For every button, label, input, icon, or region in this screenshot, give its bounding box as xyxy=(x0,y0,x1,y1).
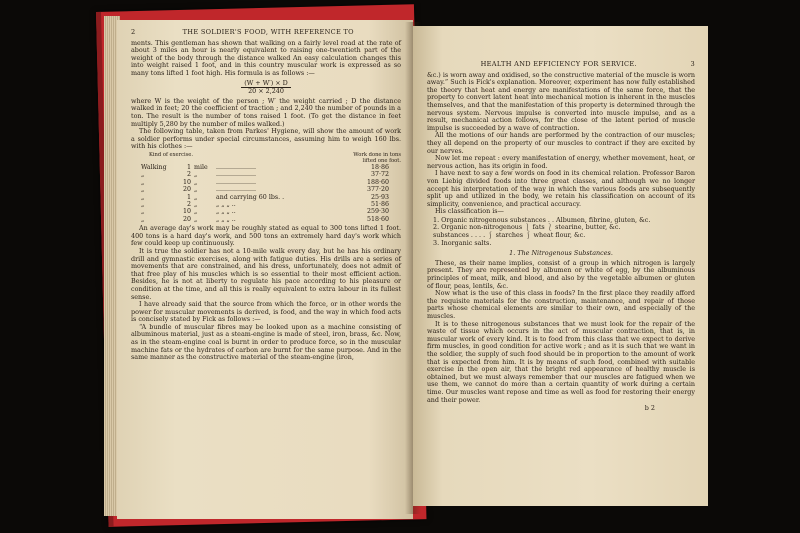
paragraph: It is to these nitrogenous substances that we must look for the repair of the waste of tissue which occurs in the act of muscular contraction, that is, in muscular work of every kind. It is to food from this class that we expect to derive firm muscles, in good condition for active work ; and as it is such that we want in the soldier, the supply of such food should be in proportion to the amount of work that is expected from him. It is by means of such food, combined with suitable exercise in the open air, that the bright red appearance of healthy muscle is obtained, but we must always remember that our muscles are fatigued when we use them, we cannot do more than a certain quantity of work during a certain time. Our muscles want repose and time as well as food for restoring their energy and their power. xyxy=(427,319,695,404)
table-cell-kind: „ xyxy=(141,215,145,223)
table-cell-extra: and carrying 60 lbs. . xyxy=(216,193,285,201)
paragraph: Now let me repeat : every manifestation of energy, whether movement, heat, or nervous action, has its origin in food. xyxy=(427,154,695,170)
left-running-head xyxy=(131,29,401,37)
right-page-number: 3 xyxy=(690,60,695,68)
table-cell-kind: „ xyxy=(141,186,145,194)
classification-item: 2. Organic non-nitrogenous ⎱ fats ⎱ stearine, butter, &c. xyxy=(433,223,621,232)
paragraph: It is true the soldier has not a 10-mile walk every day, but he has his ordinary drill and gymnastic exercises, along with fatigue duties. His drills are a series of movements that are constrained, and his dress, unfortunately, does not admit of that free play of his muscles which is so essential to their most efficient action. Besides, he is not at liberty to regulate his pace according to his pleasure or condition at the time, and all this is really equivalent to extra labour in its fullest sense. xyxy=(131,246,401,301)
table-cell-kind: „ xyxy=(141,193,145,201)
paragraph: I have already said that the source from which the force, or in other words the power for muscular movements is derived, is food, and the way in which food acts is concisely stated by Fick as follows :— xyxy=(131,300,401,324)
paragraph: His classification is— xyxy=(435,207,504,216)
paragraph: All the motions of our hands are performed by the contraction of our muscles; they all depend on the property of our muscles to contract if they are excited by our nerves. xyxy=(427,131,695,155)
table-cell-kind: „ xyxy=(141,178,145,186)
table-row xyxy=(131,216,401,223)
section-subheading: 1. The Nitrogenous Substances. xyxy=(509,249,613,258)
table-cell-extra: .................... xyxy=(216,186,257,194)
right-head-title: HEALTH AND EFFICIENCY FOR SERVICE. xyxy=(480,60,637,68)
table-cell-value: 18·86 xyxy=(370,163,389,171)
table-cell-value: 259·30 xyxy=(366,208,389,216)
table-cell-dist: 2 xyxy=(186,200,191,208)
table-cell-value: 518·60 xyxy=(366,215,389,223)
table-cell-dist: 2 xyxy=(186,171,191,179)
left-page-number: 2 xyxy=(131,28,136,36)
table-cell-value: 25·93 xyxy=(370,193,389,201)
table-cell-unit: „ xyxy=(194,208,198,216)
table-cell-value: 51·86 xyxy=(370,200,389,208)
paragraph: I have next to say a few words on food in its chemical relation. Professor Baron von Liebig divided foods into three great classes, and although we no longer accept his interpretation of the way in which the various foods are subsequently split up and utilized in the body, we retain his classification on account of its simplicity, convenience, and practical accuracy. xyxy=(427,169,695,208)
table-header-kind: Kind of exercise. xyxy=(149,151,194,158)
right-page xyxy=(413,26,708,506)
paragraph: “A bundle of muscular fibres may be looked upon as a machine consisting of albuminous material, just as a steam-engine is made of steel, iron, brass, &c. Now, as in the steam-engine coal is burnt in order to produce force, so in the muscular machine fats or the hydrates of carbon are burnt for the same purpose. And in the same manner as the constructive material of the steam-engine (iron, xyxy=(131,322,401,362)
table-cell-dist: 1 xyxy=(186,163,191,171)
table-cell-unit: „ xyxy=(194,171,198,179)
table-row xyxy=(131,194,401,201)
table-cell-value: 188·60 xyxy=(366,178,389,186)
paragraph: where W is the weight of the person ; W′ the weight carried ; D the distance walked in feet; 20 the coefficient of traction ; and 2,240 the number of pounds in a ton. The result is the number of tons raised 1 foot. (To get the distance in feet multiply 5,280 by the number of miles walked.) xyxy=(131,96,401,128)
table-cell-dist: 10 xyxy=(182,178,191,186)
paragraph: &c.) is worn away and oxidised, so the constructive material of the muscle is worn away.” Such is Fick's explanation. Moreover, experiment has now fully established the theory that heat and energy are manifestations of the same force, that the property to convert latent heat into mechanical motion is inherent in the muscles themselves, and that the manifestation of this property is determined through the nervous system. Nervous impulse is converted into muscle impulse, and as a result, mechanical action follows, for the close of the latent period of muscle impulse is succeeded by a wave of contraction. xyxy=(427,70,695,132)
left-page-text xyxy=(131,29,401,362)
table-cell-extra: .................... xyxy=(216,178,257,186)
right-running-head xyxy=(427,61,695,69)
table-cell-extra: „ „ „ .. xyxy=(216,215,236,223)
right-page-text xyxy=(427,61,695,413)
left-head-title: THE SOLDIER'S FOOD, WITH REFERENCE TO xyxy=(182,28,354,36)
paragraph: These, as their name implies, consist of a group in which nitrogen is largely present. They are represented by albumen or white of egg, by the albuminous principles of meat, milk, and blood, and also by the vegetable albumen or gluten of flour, peas, lentils, &c. xyxy=(427,258,695,290)
table-header-work: Work done in tons lifted one foot. xyxy=(353,151,401,164)
table-cell-kind: „ xyxy=(141,200,145,208)
classification-item: 1. Organic nitrogenous substances . . Albumen, fibrine, gluten, &c. xyxy=(433,215,651,224)
table-cell-unit: „ xyxy=(194,178,198,186)
classification-list xyxy=(433,217,695,247)
table-cell-value: 37·72 xyxy=(370,171,389,179)
classification-item: 3. Inorganic salts. xyxy=(433,238,492,247)
table-cell-dist: 20 xyxy=(182,186,191,194)
paragraph: Now what is the use of this class in foods? In the first place they readily afford the requisite materials for the construction, maintenance, and repair of those parts whose chemical elements are similar to their own, and especially of the muscles. xyxy=(427,289,695,320)
table-cell-value: 377·20 xyxy=(366,186,389,194)
table-cell-kind: „ xyxy=(141,208,145,216)
table-cell-unit: „ xyxy=(194,215,198,223)
table-cell-unit: „ xyxy=(194,193,198,201)
table-cell-unit: „ xyxy=(194,186,198,194)
table-row xyxy=(131,208,401,215)
table-row xyxy=(131,201,401,208)
classification-item: substances . . . . ⎰ starches ⎰ wheat flour, &c. xyxy=(433,231,586,240)
table-cell-extra: .................... xyxy=(216,171,257,179)
table-cell-dist: 1 xyxy=(186,193,191,201)
formula-numerator: (W + W′) × D xyxy=(241,80,291,89)
table-cell-unit: „ xyxy=(194,200,198,208)
table-row xyxy=(131,186,401,193)
left-page xyxy=(117,20,413,519)
table-row xyxy=(131,164,401,171)
table-row xyxy=(131,171,401,178)
paragraph: ments. This gentleman has shown that walking on a fairly level road at the rate of about 3 miles an hour is nearly equivalent to raising one-twentieth part of the weight of the body through the distance walked An easy calculation changes this into weight raised 1 foot, and in this country muscular work is expressed as so many tons lifted 1 foot high. His formula is as follows :— xyxy=(131,38,401,77)
table-cell-kind: „ xyxy=(141,171,145,179)
table-cell-kind: Walking xyxy=(141,163,167,171)
paragraph: An average day's work may be roughly stated as equal to 300 tons lifted 1 foot. 400 tons is a hard day's work, and 500 tons an extremely hard day's work which few could keep up continuously. xyxy=(131,224,401,248)
paragraph: The following table, taken from Parkes' Hygiene, will show the amount of work a soldier performs under special circumstances, assuming him to weigh 160 lbs. with his clothes :— xyxy=(131,127,401,151)
signature-mark: b 2 xyxy=(644,404,655,413)
table-cell-dist: 20 xyxy=(182,215,191,223)
table-cell-extra: .................... xyxy=(216,163,257,171)
formula-denominator: 20 × 2,240 xyxy=(248,87,284,96)
table-row xyxy=(131,179,401,186)
table-cell-dist: 10 xyxy=(182,208,191,216)
table-cell-extra: „ „ „ .. xyxy=(216,200,236,208)
table-cell-unit: mile xyxy=(194,163,208,171)
work-table xyxy=(131,152,401,223)
formula xyxy=(131,80,401,96)
table-cell-extra: „ „ „ .. xyxy=(216,208,236,216)
